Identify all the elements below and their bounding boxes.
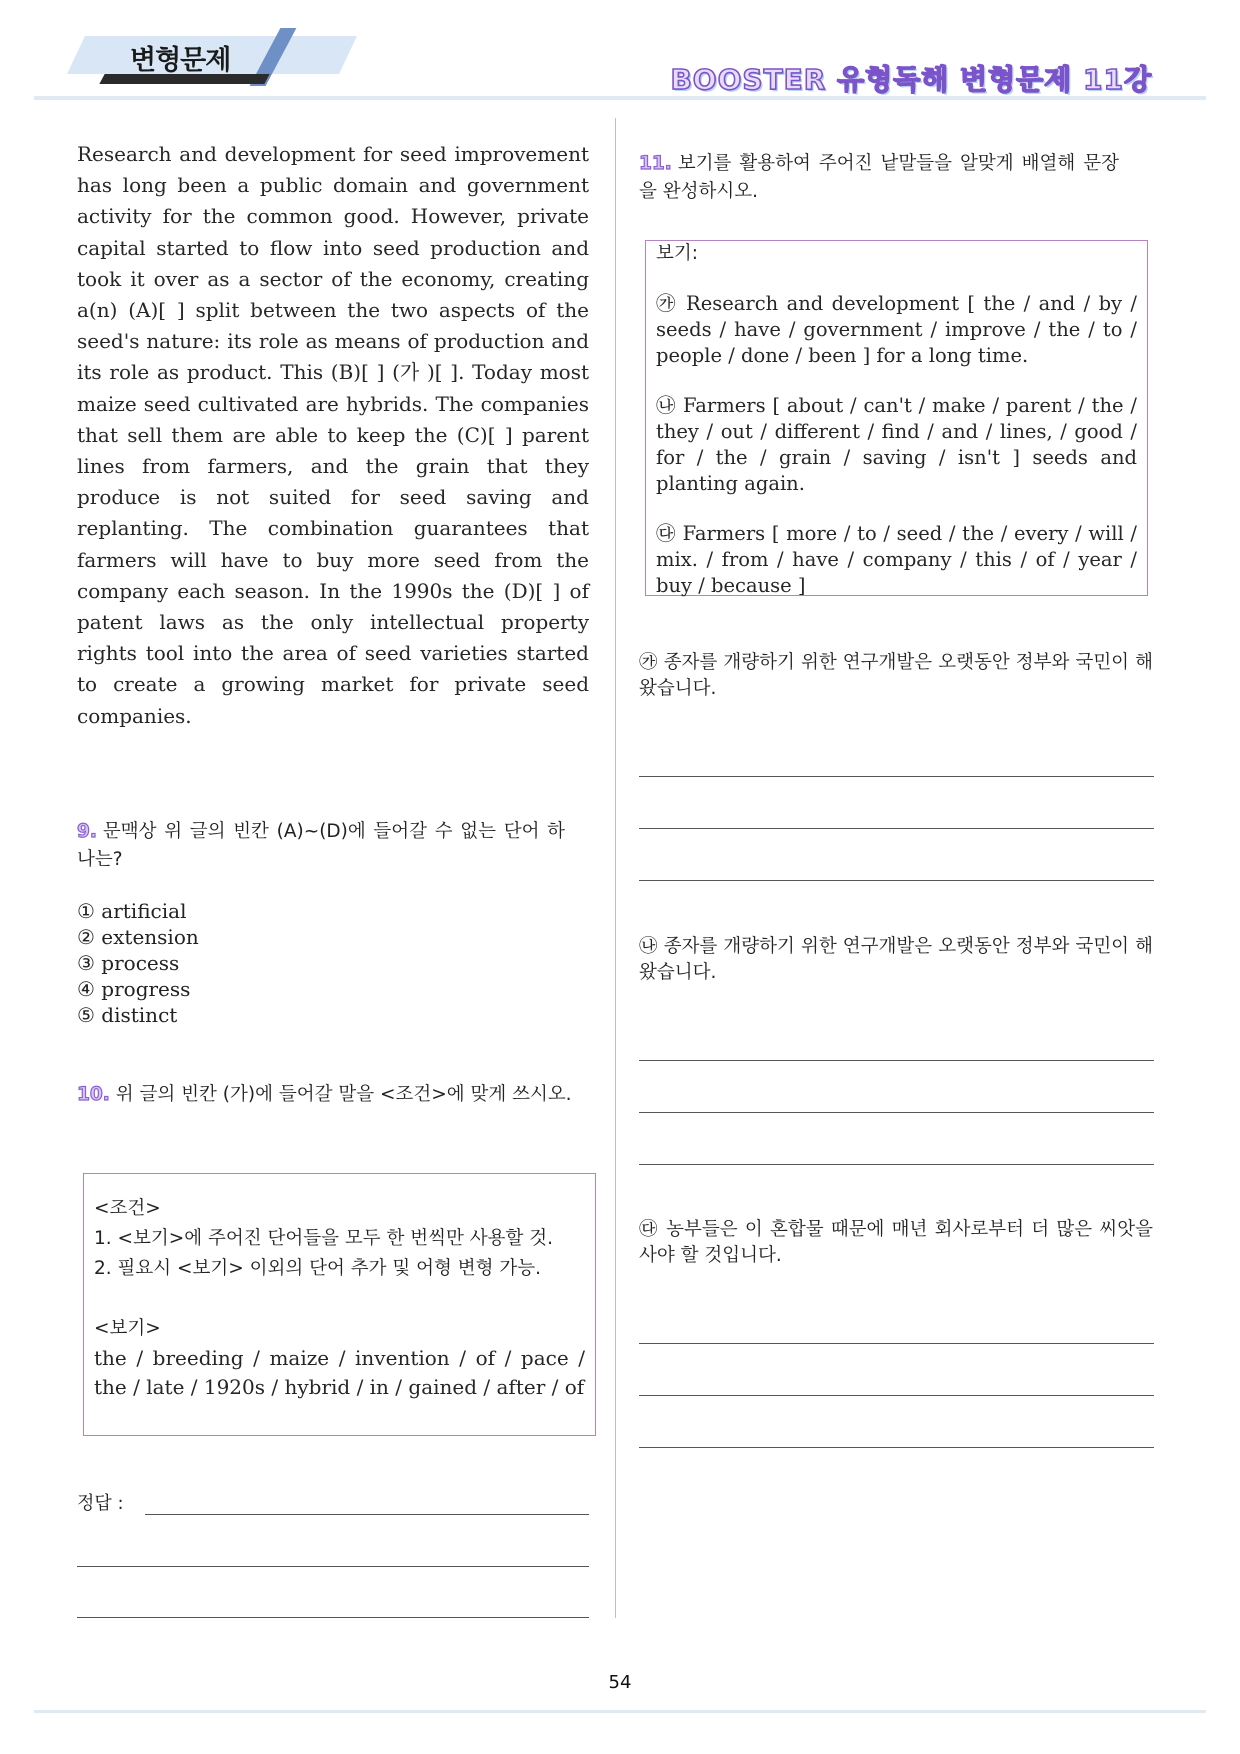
reading-passage: Research and development for seed improvement has long been a public domain and government activity for the common good. However, private capital started to flow into seed production and took it over as a sector of the economy, creating a(n) (A)[ ] split between the two aspects of the seed's nature: its role as means of production and its role as product. This (B)[ ] (가 )[ ]. Today most maize seed cultivated are hybrids. The companies that sell them are able to keep the (C)[ ] parent lines from farmers, and the grain that they produce is not suited for seed saving and replanting. The combination guarantees that farmers will have to buy more seed from the company each season. In the 1990s the (D)[ ] of patent laws as the only intellectual property rights tool into the area of seed varieties started to create a growing market for private seed companies.	[77, 142, 589, 728]
booster-title: BOOSTER 유형독해 변형문제 11강	[670, 63, 1152, 96]
ga-line-1[interactable]	[639, 776, 1154, 777]
column-divider	[615, 118, 616, 1618]
question-10-text: 위 글의 빈칸 (가)에 들어갈 말을 <조건>에 맞게 쓰시오.	[115, 1084, 572, 1105]
da-line-1[interactable]	[639, 1343, 1154, 1344]
q11-bogi-label: 보기:	[656, 243, 698, 264]
na-line-1[interactable]	[639, 1060, 1154, 1061]
option-4[interactable]: ④ progress	[77, 977, 191, 1001]
option-2[interactable]: ② extension	[77, 925, 199, 949]
answer-line-3[interactable]	[77, 1617, 589, 1618]
ga-line-2[interactable]	[639, 828, 1154, 829]
bogi-words: the / breeding / maize / invention / of / pace / the / late / 1920s / hybrid / in / gained / after / of	[94, 1346, 585, 1399]
option-3[interactable]: ③ process	[77, 951, 180, 975]
condition-2: 2. 필요시 <보기> 이외의 단어 추가 및 어형 변형 가능.	[94, 1258, 542, 1279]
condition-1: 1. <보기>에 주어진 단어들을 모두 한 번씩만 사용할 것.	[94, 1228, 554, 1249]
question-10-number: 10.	[77, 1084, 110, 1105]
question-9	[77, 818, 565, 874]
bogi-item-na: ㉯ Farmers [ about / can't / make / parent / the / they / out / different / find / and / lines, / good / for / the / grain / saving / isn't ] seeds and planting again.	[656, 394, 1137, 495]
na-line-3[interactable]	[639, 1164, 1154, 1165]
question-9-text: 문맥상 위 글의 빈칸 (A)~(D)에 들어갈 수 없는 단어 하나는?	[77, 821, 565, 870]
da-line-2[interactable]	[639, 1395, 1154, 1396]
question-9-number: 9.	[77, 821, 97, 842]
sub-question-na: ㉯ 종자를 개량하기 위한 연구개발은 오랫동안 정부와 국민이 해왔습니다.	[639, 936, 1153, 983]
answer-label: 정답 :	[77, 1493, 124, 1514]
answer-line-1[interactable]	[145, 1514, 589, 1515]
question-9-options	[77, 898, 199, 1028]
condition-box	[83, 1173, 596, 1436]
condition-title: <조건>	[94, 1198, 161, 1219]
q11-bogi-box	[645, 240, 1148, 596]
bogi-item-ga: ㉮ Research and development [ the / and / by / seeds / have / government / improve / the / to / people / done / been ] for a long time.	[656, 292, 1137, 367]
sub-question-ga: ㉮ 종자를 개량하기 위한 연구개발은 오랫동안 정부와 국민이 해왔습니다.	[639, 652, 1153, 699]
question-10	[77, 1081, 577, 1109]
condition-spacer	[94, 1284, 585, 1314]
page-number: 54	[608, 1672, 632, 1693]
da-line-3[interactable]	[639, 1447, 1154, 1448]
bogi-title: <보기>	[94, 1318, 161, 1339]
bogi-item-da: ㉰ Farmers [ more / to / seed / the / every / will / mix. / from / have / company / this / of / year / buy / because ]	[656, 522, 1137, 597]
option-1[interactable]: ① artificial	[77, 899, 187, 923]
question-11	[639, 150, 1119, 206]
na-line-2[interactable]	[639, 1112, 1154, 1113]
sub-question-da: ㉰ 농부들은 이 혼합물 때문에 매년 회사로부터 더 많은 씨앗을 사야 할 것입니다.	[639, 1219, 1153, 1266]
option-5[interactable]: ⑤ distinct	[77, 1003, 178, 1027]
answer-line-2[interactable]	[77, 1566, 589, 1567]
question-11-text: 보기를 활용하여 주어진 낱말들을 알맞게 배열해 문장을 완성하시오.	[639, 153, 1119, 202]
footer-rule	[34, 1710, 1206, 1713]
header-rule	[34, 96, 1206, 100]
ga-line-3[interactable]	[639, 880, 1154, 881]
header-title: 변형문제	[130, 45, 231, 76]
question-11-number: 11.	[639, 153, 672, 174]
